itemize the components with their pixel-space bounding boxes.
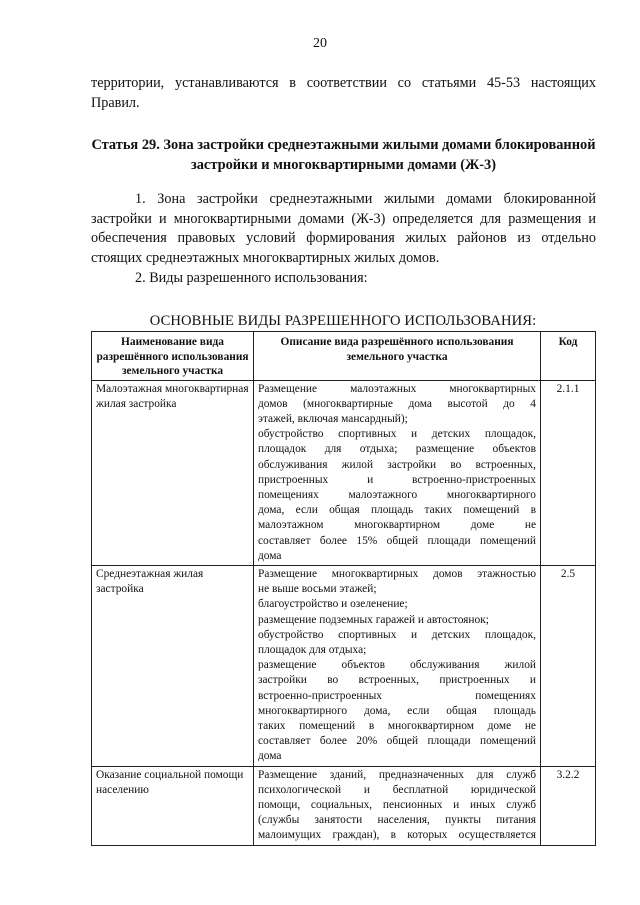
table-row: [92, 380, 596, 565]
description-line: застройки во встроенных, пристроенных и: [258, 674, 536, 687]
description-line: Размещение малоэтажных многоквартирных: [258, 382, 536, 395]
table-row: [92, 565, 596, 766]
description-line: таких помещений в многоквартирном доме не: [258, 719, 536, 732]
header-code: Код: [541, 332, 596, 381]
page-number: 20: [313, 36, 327, 51]
use-name: Оказание социальной помощи населению: [92, 766, 254, 845]
description-line: благоустройство и озеленение;: [258, 598, 408, 611]
description-line: размещение подземных гаражей и автостоянок;: [258, 613, 489, 626]
description-line: дома, если общая площадь таких помещений в: [258, 504, 536, 517]
table-header-row: [92, 332, 596, 381]
description-line: площадок для отдыха;: [258, 643, 367, 656]
use-code: 3.2.2: [541, 766, 596, 845]
description-line: обслуживания жилой застройки во встроенных,: [258, 458, 536, 471]
description-line: размещение объектов обслуживания жилой: [258, 659, 536, 672]
description-line: помощи, социальных, пенсионных и иных служб: [258, 798, 536, 811]
article-heading: Статья 29. Зона застройки среднеэтажными жилыми домами блокированной застройки и многоквартирными домами (Ж-3): [91, 137, 596, 173]
paragraph-intro: территории, устанавливаются в соответствии со статьями 45-53 настоящих Правил.: [91, 75, 596, 111]
description-line: дома: [258, 549, 282, 562]
paragraph-zone-definition: 1. Зона застройки среднеэтажными жилыми домами блокированной застройки и многоквартирными домами (Ж-3) определяется для размещения и обеспечения правовых условий формирования жилых районов из отдельно стоящих среднеэтажных многоквартирных жилых домов.: [91, 191, 596, 266]
table-row: [92, 766, 596, 845]
header-use-name: Наименование вида разрешённого использования земельного участка: [92, 332, 254, 381]
description-line: дома: [258, 750, 282, 763]
description-line: пристроенных и встроенно-пристроенных: [258, 473, 536, 486]
description-line: Размещение многоквартирных домов этажностью: [258, 567, 536, 580]
description-line: площадок для отдыха; размещение объектов: [258, 443, 536, 456]
description-line: составляет более 20% общей площади помещений: [258, 735, 536, 748]
description-line: обустройство спортивных и детских площадок,: [258, 428, 536, 441]
use-description: [254, 565, 541, 766]
description-line: не выше восьми этажей;: [258, 583, 377, 596]
description-line: домов (многоквартирные дома высотой до 4: [258, 397, 536, 410]
use-name: Малоэтажная многоквартирная жилая застройка: [92, 380, 254, 565]
description-line: малоэтажном многоквартирном доме не: [258, 519, 536, 532]
description-line: составляет более 15% общей площади помещений: [258, 534, 536, 547]
description-line: помещениях малоэтажного многоквартирного: [258, 488, 536, 501]
description-line: (службы занятости населения, пункты питания: [258, 814, 536, 827]
description-line: Размещение зданий, предназначенных для служб: [258, 768, 536, 781]
table-caption: ОСНОВНЫЕ ВИДЫ РАЗРЕШЕННОГО ИСПОЛЬЗОВАНИЯ:: [149, 313, 537, 329]
description-line: психологической и бесплатной юридической: [258, 783, 536, 796]
permitted-uses-table: [91, 331, 596, 846]
use-code: 2.1.1: [541, 380, 596, 565]
header-use-description: Описание вида разрешённого использования земельного участка: [254, 332, 541, 381]
use-description: [254, 380, 541, 565]
use-name: Среднеэтажная жилая застройка: [92, 565, 254, 766]
description-line: обустройство спортивных и детских площадок,: [258, 628, 536, 641]
description-line: малоимущих граждан), в которых осуществляется: [258, 829, 536, 842]
description-line: этажей, включая мансардный);: [258, 412, 408, 425]
use-description: [254, 766, 541, 845]
paragraph-permitted-uses: 2. Виды разрешенного использования:: [135, 270, 368, 286]
description-line: встроенно-пристроенных помещениях: [258, 689, 536, 702]
description-line: многоквартирного дома, если общая площадь: [258, 704, 536, 717]
use-code: 2.5: [541, 565, 596, 766]
